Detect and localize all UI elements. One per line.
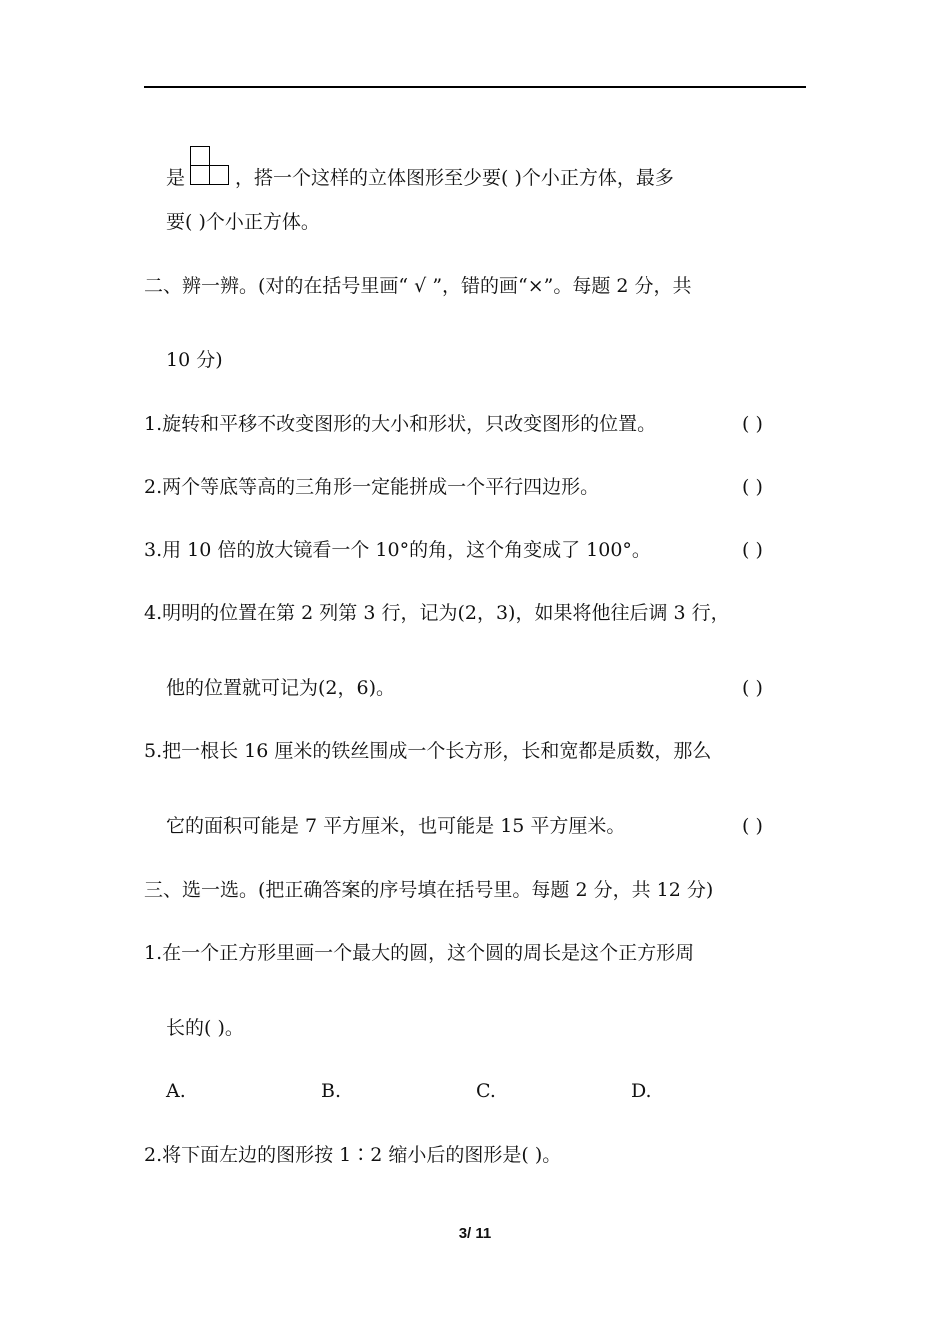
answer-paren-4[interactable]: ( ) <box>742 677 763 699</box>
option-b[interactable]: B. <box>321 1080 342 1102</box>
page-number: 3/ 11 <box>458 1225 492 1242</box>
tf-item-5-line1: 5.把一根长 16 厘米的铁丝围成一个长方形，长和宽都是质数，那么 <box>144 740 712 762</box>
option-a[interactable]: A. <box>166 1080 186 1102</box>
header-rule <box>144 86 806 88</box>
section3-heading: 三、选一选。(把正确答案的序号填在括号里。每题 2 分，共 12 分) <box>144 879 714 901</box>
cube-question-line2: 要( )个小正方体。 <box>166 211 320 233</box>
option-d[interactable]: D. <box>631 1080 652 1102</box>
cube-view-figure <box>187 146 233 190</box>
mc-q2: 2.将下面左边的图形按 1∶2 缩小后的图形是( )。 <box>144 1144 562 1166</box>
tf-item-1: 1.旋转和平移不改变图形的大小和形状，只改变图形的位置。 <box>144 413 657 435</box>
answer-paren-2[interactable]: ( ) <box>742 476 763 498</box>
answer-paren-1[interactable]: ( ) <box>742 413 763 435</box>
tf-item-3: 3.用 10 倍的放大镜看一个 10°的角，这个角变成了 100°。 <box>144 539 651 561</box>
cube-question-prefix: 是 <box>166 167 186 189</box>
tf-item-4-line1: 4.明明的位置在第 2 列第 3 行，记为(2，3)，如果将他往后调 3 行， <box>144 602 730 624</box>
section2-heading: 二、辨一辨。(对的在括号里画“ √ ”，错的画“×”。每题 2 分，共 <box>144 275 692 297</box>
option-c[interactable]: C. <box>476 1080 496 1102</box>
mc-q1-line2: 长的( )。 <box>166 1017 244 1039</box>
tf-item-4-line2: 他的位置就可记为(2，6)。 <box>166 677 396 699</box>
cube-question-line1 <box>166 146 674 191</box>
mc-q1-line1: 1.在一个正方形里画一个最大的圆，这个圆的周长是这个正方形周 <box>144 942 695 964</box>
cube-question-text: ，搭一个这样的立体图形至少要( )个小正方体，最多 <box>235 167 674 189</box>
tf-item-5-line2: 它的面积可能是 7 平方厘米，也可能是 15 平方厘米。 <box>166 815 626 837</box>
answer-paren-3[interactable]: ( ) <box>742 539 763 561</box>
section2-heading-cont: 10 分) <box>166 349 223 371</box>
tf-item-2: 2.两个等底等高的三角形一定能拼成一个平行四边形。 <box>144 476 600 498</box>
answer-paren-5[interactable]: ( ) <box>742 815 763 837</box>
